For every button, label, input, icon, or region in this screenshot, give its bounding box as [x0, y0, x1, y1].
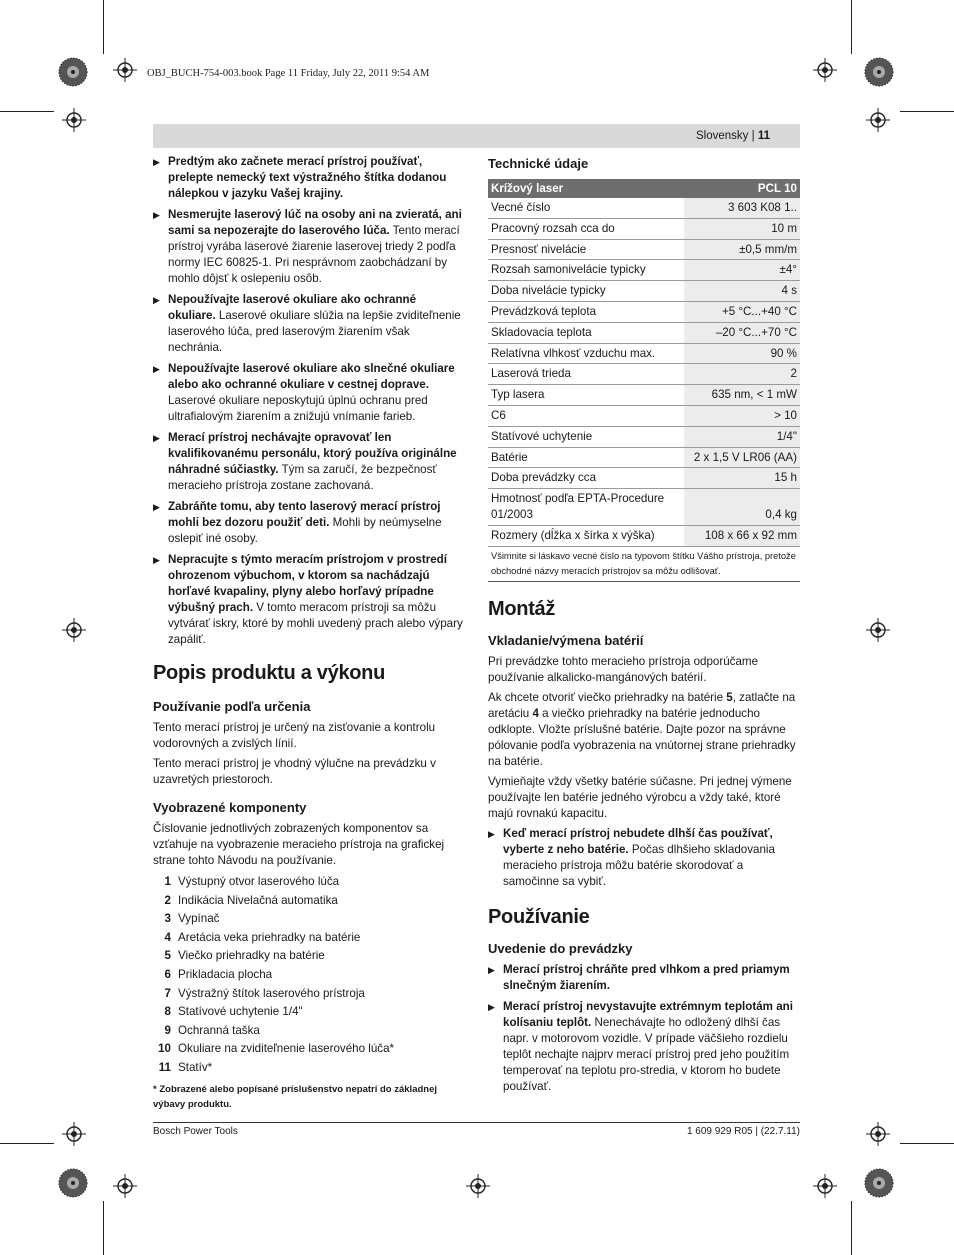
table-row: Batérie 2 x 1,5 V LR06 (AA): [488, 447, 800, 468]
color-rosette-icon: [864, 57, 894, 87]
list-item: 6 Prikladacia plocha: [164, 967, 273, 981]
color-rosette-icon: [58, 1168, 88, 1198]
registration-mark-icon: [866, 618, 890, 642]
list-item: 8 Statívové uchytenie 1/4": [164, 1005, 303, 1019]
crop-line: [103, 1201, 104, 1255]
triangle-right-icon: ▶: [488, 828, 495, 839]
section-title-usage: Používanie: [488, 905, 590, 928]
table-row: Prevádzková teplota +5 °C...+40 °C: [488, 301, 800, 322]
components-intro: Číslovanie jednotlivých zobrazených komponentov sa vzťahuje na vyobrazenie meracieho prístroja na grafickej strane tohto Návodu na používanie.: [153, 822, 445, 867]
triangle-right-icon: ▶: [488, 1001, 495, 1012]
table-row: C6 > 10: [488, 405, 800, 426]
subsection-title-startup: Uvedenie do prevádzky: [488, 940, 633, 956]
triangle-right-icon: ▶: [153, 502, 160, 512]
table-header-label: Krížový laser: [488, 179, 684, 198]
safety-bullet: ▶ Predtým ako začnete merací prístroj používať, prelepte nemecký text výstražného štítka dodanou nálepkou v jazyku Vašej krajiny.: [153, 155, 447, 200]
safety-bullet: ▶ Nepoužívajte laserové okuliare ako ochranné okuliare. Laserové okuliare slúžia na lepšie zviditeľnenie laserového lúča, pred laserovým žiarením však nechránia.: [153, 293, 461, 354]
registration-mark-icon: [866, 1122, 890, 1146]
table-header-row: [488, 179, 800, 198]
crop-line: [900, 111, 954, 112]
registration-mark-icon: [113, 1174, 137, 1198]
list-item: 5 Viečko priehradky na batérie: [164, 949, 325, 963]
safety-bullet: ▶ Merací prístroj nechávajte opravovať len kvalifikovanému personálu, ktorý používa originálne náhradné súčiastky. Tým sa zaručí, že bezpečnosť meracieho prístroja zostane zachovaná.: [153, 431, 457, 492]
section-title-product: Popis produktu a výkonu: [153, 662, 386, 684]
crop-line: [0, 111, 54, 112]
page-header-language: Slovensky | 11: [696, 130, 770, 142]
table-row: Relatívna vlhkosť vzduchu max. 90 %: [488, 343, 800, 364]
crop-line: [851, 0, 852, 54]
table-row: Skladovacia teplota –20 °C...+70 °C: [488, 322, 800, 343]
triangle-right-icon: ▶: [153, 157, 160, 167]
footer-doc-number: 1 609 929 R05 | (22.7.11): [686, 1126, 800, 1137]
table-row: Statívové uchytenie 1/4": [488, 426, 800, 447]
triangle-right-icon: ▶: [153, 295, 160, 305]
section-title-montaz: Montáž: [488, 597, 556, 620]
triangle-right-icon: ▶: [488, 964, 495, 975]
left-column: [153, 154, 465, 1112]
safety-bullet: ▶ Zabráňte tomu, aby tento laserový merací prístroj mohli bez dozoru použiť deti. Mohli by neúmyselne oslepiť iné osoby.: [153, 500, 442, 545]
footer-divider: [153, 1122, 800, 1123]
registration-mark-icon: [62, 1122, 86, 1146]
list-item: 11 Statív*: [158, 1060, 213, 1074]
accessory-footnote: * Zobrazené alebo popísané príslušenstvo nepatrí do základnej výbavy produktu.: [153, 1083, 438, 1110]
safety-bullet: ▶ Nepracujte s týmto meracím prístrojom v prostredí ohrozenom výbuchom, v ktorom sa nachádzajú horľavé kvapaliny, plyny alebo horľavý prípadne výbušný prach. V tomto meracom prístroji sa môžu vytvárať iskry, ktoré by mohli uvedený prach alebo výpary zapáliť.: [153, 553, 463, 646]
list-item: 10 Okuliare na zviditeľnenie laserového lúča*: [158, 1042, 395, 1056]
registration-mark-icon: [62, 618, 86, 642]
registration-mark-icon: [113, 58, 137, 82]
battery-paragraph: Ak chcete otvoriť viečko priehradky na batérie 5, zatlačte na aretáciu 4 a viečko priehradky na batérie jednoducho odklopte. Vložte príslušné batérie. Dajte pozor na správne pólovanie podľa vyobrazenia na vnútornej strane priehradky na batérie.: [488, 690, 796, 768]
startup-bullet: ▶ Merací prístroj nevystavujte extrémnym teplotám ani kolísaniu teplôt. Nenechávajte ho odložený dlhší čas napr. v motorovom vozidle. V prípade väčšieho rozdielu teplôt nechajte najprv merací prístroj pred jeho použitím temperovať na teplotu pro-stredia, v ktorom ho budete používať.: [488, 999, 793, 1093]
list-item: 4 Aretácia veka priehradky na batérie: [164, 930, 361, 944]
triangle-right-icon: ▶: [153, 364, 160, 374]
page-number: 11: [757, 130, 770, 142]
tech-data-table: [488, 179, 800, 547]
table-row: Vecné číslo 3 603 K08 1..: [488, 198, 800, 218]
use-paragraph: Tento merací prístroj je vhodný výlučne na prevádzku v uzavretých priestoroch.: [153, 757, 436, 786]
subsection-title-components: Vyobrazené komponenty: [153, 800, 307, 815]
battery-paragraph: Pri prevádzke tohto meracieho prístroja odporúčame používanie alkalicko-mangánových batérií.: [488, 654, 759, 684]
list-item: 1 Výstupný otvor laserového lúča: [164, 875, 340, 888]
startup-bullet: ▶ Merací prístroj chráňte pred vlhkom a pred priamym slnečným žiarením.: [488, 962, 790, 992]
components-list: [153, 873, 465, 1078]
table-row: Hmotnosť podľa EPTA-Procedure 01/2003 0,4 kg: [488, 489, 800, 526]
battery-paragraph: Vymieňajte vždy všetky batérie súčasne. Pri jednej výmene používajte len batérie jedného výrobcu a vždy také, ktoré majú rovnakú kapacitu.: [488, 774, 792, 820]
battery-bullet: ▶ Keď merací prístroj nebudete dlhší čas používať, vyberte z neho batérie. Počas dlhšieho skladovania meracieho prístroja môžu batérie skorodovať a samočinne sa vybiť.: [488, 826, 775, 888]
list-item: 2 Indikácia Nivelačná automatika: [164, 893, 338, 907]
list-item: 7 Výstražný štítok laserového prístroja: [164, 986, 365, 1000]
table-row: Laserová trieda 2: [488, 364, 800, 385]
crop-line: [0, 1143, 54, 1144]
safety-bullets: [153, 154, 465, 648]
registration-mark-icon: [62, 108, 86, 132]
crop-line: [851, 1201, 852, 1255]
registration-mark-icon: [466, 1174, 490, 1198]
print-job-header: OBJ_BUCH-754-003.book Page 11 Friday, July 22, 2011 9:54 AM: [147, 68, 430, 79]
subsection-title-battery: Vkladanie/výmena batérií: [488, 632, 644, 648]
table-row: Rozmery (dĺžka x šírka x výška) 108 x 66 x 92 mm: [488, 526, 800, 547]
registration-mark-icon: [813, 1174, 837, 1198]
registration-mark-icon: [813, 58, 837, 82]
table-note: Všimnite si láskavo vecné číslo na typovom štítku Vášho prístroja, pretože obchodné názvy meracích prístrojov sa môžu odlišovať.: [488, 547, 800, 582]
table-row: Rozsah samonivelácie typicky ±4°: [488, 260, 800, 281]
triangle-right-icon: ▶: [153, 210, 160, 220]
use-paragraph: Tento merací prístroj je určený na zisťovanie a kontrolu vodorovných a zvislých línií.: [153, 721, 436, 750]
safety-bullet: ▶ Nepoužívajte laserové okuliare ako slnečné okuliare alebo ako ochranné okuliare v cestnej doprave. Laserové okuliare neposkytujú úplnú ochranu pred ultrafialovým žiarením a znižujú vnímanie farieb.: [153, 362, 455, 423]
list-item: 9 Ochranná taška: [164, 1023, 260, 1037]
triangle-right-icon: ▶: [153, 433, 160, 443]
subsection-title-tech: Technické údaje: [488, 156, 589, 171]
table-row: Doba prevádzky cca 15 h: [488, 468, 800, 489]
color-rosette-icon: [864, 1168, 894, 1198]
footer-brand: Bosch Power Tools: [153, 1126, 238, 1137]
table-row: Pracovný rozsah cca do 10 m: [488, 218, 800, 239]
safety-bullet: ▶ Nesmerujte laserový lúč na osoby ani na zvieratá, ani sami sa nepozerajte do laserového lúča. Tento merací prístroj vyrába laserové žiarenie laserovej triedy 2 podľa normy IEC 60825-1. Pri nesprávnom zaobchádzaní by mohlo dôjsť k oslepeniu osôb.: [153, 208, 462, 285]
table-row: Presnosť nivelácie ±0,5 mm/m: [488, 239, 800, 260]
triangle-right-icon: ▶: [153, 555, 160, 565]
crop-line: [900, 1143, 954, 1144]
color-rosette-icon: [58, 57, 88, 87]
crop-line: [103, 0, 104, 54]
subsection-title-use: Používanie podľa určenia: [153, 699, 311, 714]
list-item: 3 Vypínač: [164, 912, 220, 926]
table-row: Typ lasera 635 nm, < 1 mW: [488, 385, 800, 406]
right-column: [488, 154, 800, 1100]
registration-mark-icon: [866, 108, 890, 132]
table-header-model: PCL 10: [684, 179, 800, 198]
table-row: Doba nivelácie typicky 4 s: [488, 281, 800, 302]
